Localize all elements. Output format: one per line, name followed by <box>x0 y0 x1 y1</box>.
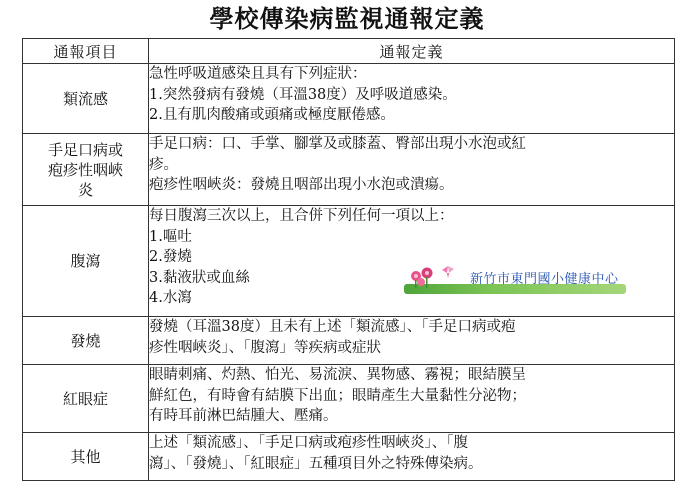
table-row <box>23 365 675 433</box>
row-item-name <box>23 433 149 481</box>
row-item-name <box>23 317 149 365</box>
definition-line: 急性呼吸道感染且具有下列症狀： <box>149 66 367 82</box>
item-name-line: 腹瀉 <box>70 252 101 270</box>
definition-line: 疹。 <box>149 156 178 173</box>
table-header-row <box>23 39 675 64</box>
item-name-line: 手足口病或 <box>47 140 123 159</box>
flower-butterfly-icon <box>406 262 470 294</box>
header-definition: 通報定義 <box>149 39 675 64</box>
row-definition <box>149 64 675 134</box>
definition-line: 上述「類流感」、「手足口病或疱疹性咽峽炎」、「腹 <box>149 435 468 451</box>
item-name-line: 發燒 <box>70 331 101 350</box>
row-item-name <box>23 206 149 317</box>
row-definition <box>149 365 675 433</box>
definition-line: 發燒（耳溫38度）且未有上述「類流感」、「手足口病或疱 <box>149 319 516 335</box>
row-item-name <box>23 365 149 433</box>
definition-line: 瀉」、「發燒」、「紅眼症」五種項目外之特殊傳染病。 <box>149 455 483 472</box>
table-row <box>23 433 675 481</box>
row-definition <box>149 317 675 365</box>
row-item-name <box>23 64 149 134</box>
header-item: 通報項目 <box>23 39 149 64</box>
definition-line: 疱疹性咽峽炎：發燒且咽部出現小水泡或潰瘍。 <box>149 177 454 193</box>
watermark-text: 新竹市東門國小健康中心 <box>470 272 619 287</box>
definition-line: 1.嘔吐 <box>149 228 192 245</box>
notification-definition-table <box>22 38 675 481</box>
definition-line: 2.發燒 <box>149 249 192 265</box>
definition-line: 手足口病：口、手掌、腳掌及或膝蓋、臀部出現小水泡或紅 <box>149 136 526 152</box>
page-title: 學校傳染病監視通報定義 <box>209 4 485 33</box>
table-row <box>23 134 675 206</box>
definition-line: 鮮紅色，有時會有結膜下出血；眼睛產生大量黏性分泌物； <box>149 387 526 404</box>
definition-line: 每日腹瀉三次以上，且合併下列任何一項以上： <box>149 208 454 224</box>
table-row <box>23 317 675 365</box>
item-name-line: 炎 <box>77 180 93 199</box>
definition-line: 2.且有肌肉酸痛或頭痛或極度厭倦感。 <box>149 107 395 123</box>
item-name-line: 類流感 <box>62 89 108 108</box>
row-definition <box>149 433 675 481</box>
row-definition <box>149 206 675 317</box>
health-center-watermark <box>404 262 634 298</box>
definition-line: 眼睛刺痛、灼熱、怕光、易流淚、異物感、霧視；眼結膜呈 <box>149 367 526 383</box>
table-row <box>23 64 675 134</box>
row-item-name <box>23 134 149 206</box>
definition-line: 4.水瀉 <box>149 290 192 306</box>
definition-line: 有時耳前淋巴結腫大、壓痛。 <box>149 408 338 424</box>
item-name-line: 疱疹性咽峽 <box>47 160 123 179</box>
table-row <box>23 206 675 317</box>
definition-line: 3.黏液狀或血絲 <box>149 269 250 286</box>
definition-line: 疹性咽峽炎」、「腹瀉」等疾病或症狀 <box>149 339 381 356</box>
definition-line: 1.突然發病有發燒（耳溫38度）及呼吸道感染。 <box>149 86 457 103</box>
item-name-line: 紅眼症 <box>62 389 108 408</box>
item-name-line: 其他 <box>70 447 101 466</box>
row-definition <box>149 134 675 206</box>
